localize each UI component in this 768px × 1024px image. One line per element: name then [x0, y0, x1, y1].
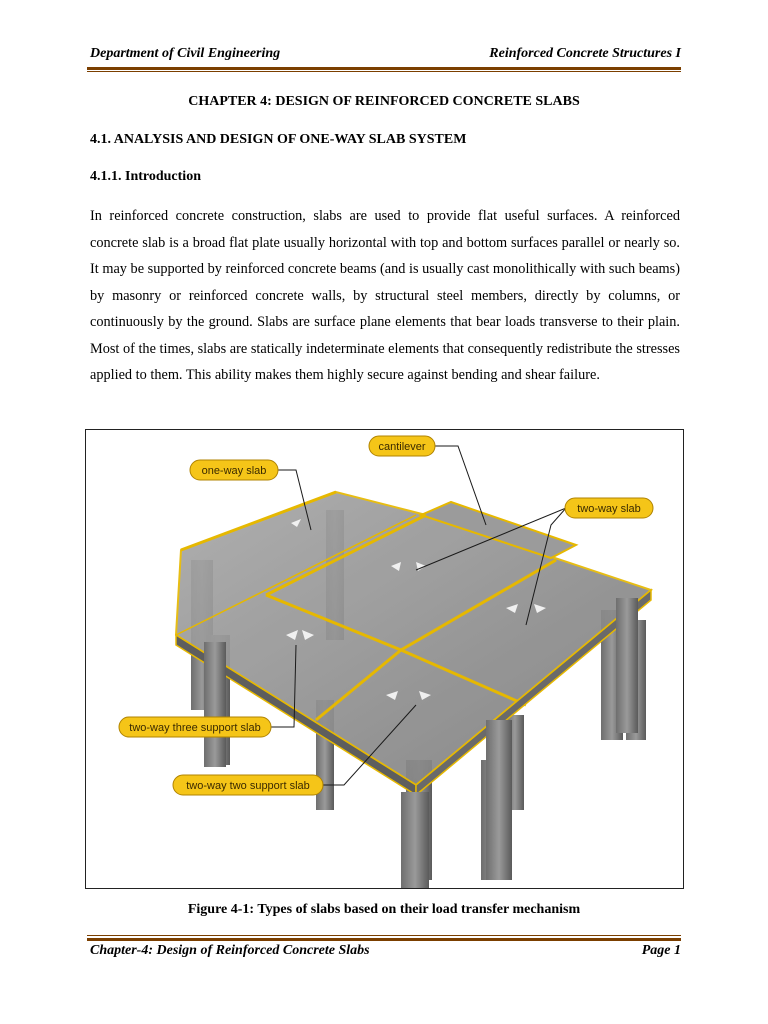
- figure-slab-types: [85, 429, 684, 889]
- slab-structure-illustration: [86, 430, 684, 889]
- slab-deck: [176, 492, 651, 795]
- page-header: [90, 46, 681, 66]
- svg-text:two-way three support slab: two-way three support slab: [129, 722, 261, 734]
- page-number: Page 1: [641, 943, 681, 958]
- chapter-title: CHAPTER 4: DESIGN OF REINFORCED CONCRETE SLABS: [188, 94, 580, 109]
- footer-rule: [87, 938, 681, 941]
- label-two-way-slab: [565, 498, 653, 518]
- label-cantilever: [369, 436, 435, 456]
- figure-caption: Figure 4-1: Types of slabs based on their load transfer mechanism: [187, 902, 581, 917]
- page-footer: [90, 943, 681, 963]
- footer-rule-thin: [87, 935, 681, 936]
- svg-text:two-way slab: two-way slab: [577, 503, 641, 515]
- subsection-title: 4.1.1. Introduction: [90, 169, 201, 184]
- label-two-support-slab: [173, 775, 323, 795]
- footer-chapter: Chapter-4: Design of Reinforced Concrete Slabs: [90, 943, 370, 958]
- intro-paragraph: In reinforced concrete construction, slabs are used to provide flat useful surfaces. A reinforced concrete slab is a broad flat plate usually horizontal with top and bottom surfaces parallel or nearly so. It may be supported by reinforced concrete beams (and is usually cast monolithically with such beams) by masonry or reinforced concrete walls, by structural steel members, directly by columns, or continuously by the ground. Slabs are surface plane elements that bear loads transverse to their plain. Most of the times, slabs are statically indeterminate elements that consequently redistribute the stresses applied to them. This ability makes them highly secure against bending and shear failure.: [90, 208, 680, 383]
- header-department: Department of Civil Engineering: [90, 46, 281, 61]
- svg-text:one-way slab: one-way slab: [201, 465, 267, 477]
- header-rule-thin: [87, 71, 681, 72]
- header-course: Reinforced Concrete Structures I: [489, 46, 681, 61]
- section-title: 4.1. ANALYSIS AND DESIGN OF ONE-WAY SLAB SYSTEM: [90, 132, 467, 147]
- header-rule: [87, 67, 681, 70]
- label-three-support-slab: [119, 717, 271, 737]
- svg-text:cantilever: cantilever: [378, 441, 426, 453]
- label-one-way-slab: [190, 460, 278, 480]
- svg-text:two-way two support slab: two-way two support slab: [186, 780, 310, 792]
